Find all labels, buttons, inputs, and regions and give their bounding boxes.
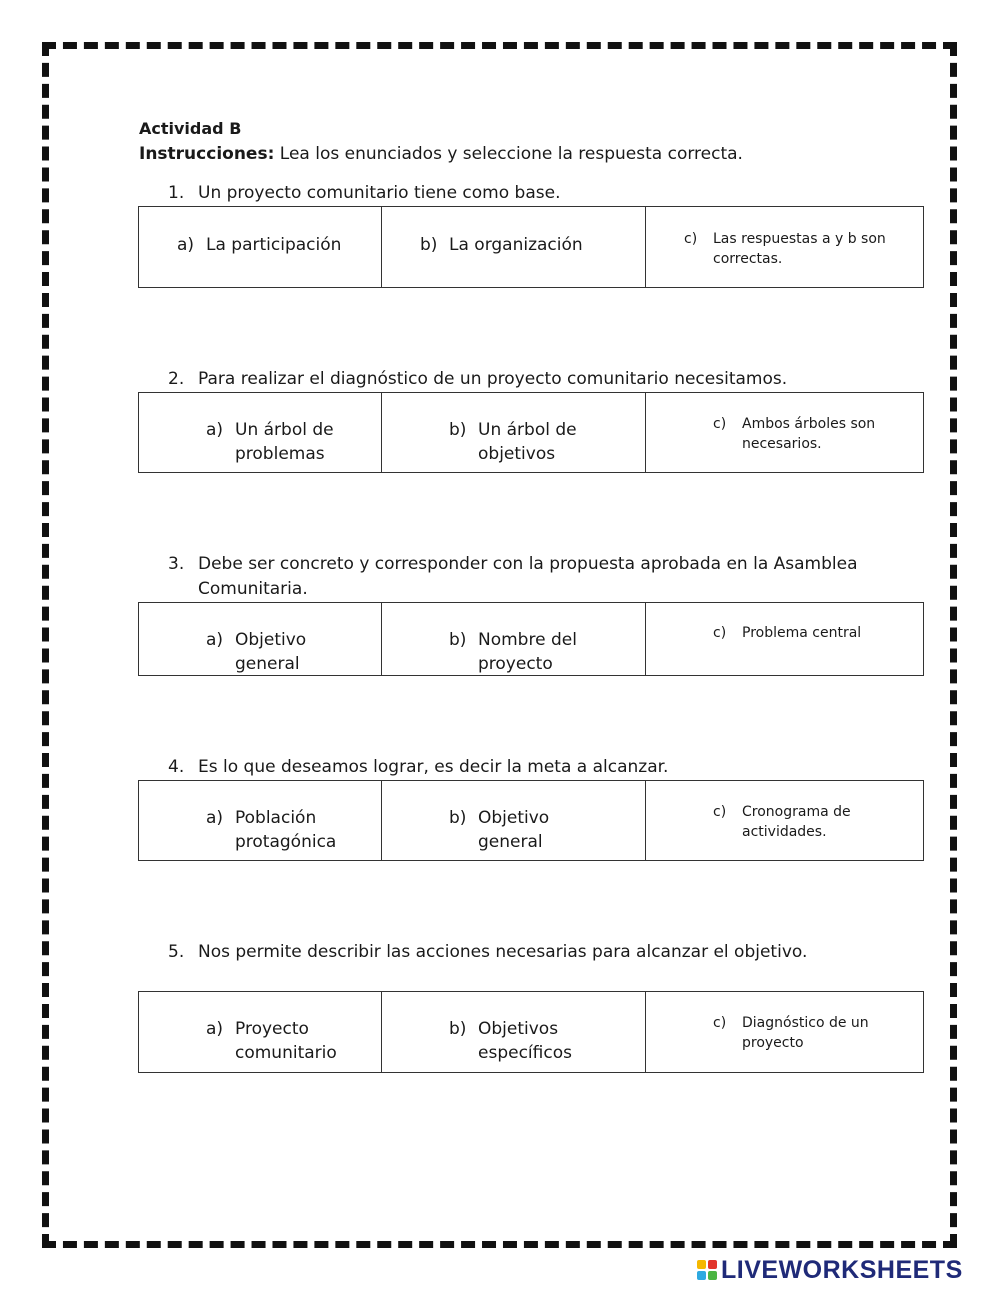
logo-mark-icon [697, 1260, 717, 1280]
option-a[interactable] [139, 393, 382, 472]
answer-table-1 [138, 206, 924, 288]
option-a[interactable] [139, 781, 382, 860]
question-3 [168, 552, 888, 602]
option-letter: c) [713, 625, 727, 641]
instructions-label: Instrucciones: [139, 144, 275, 164]
question-text: Es lo que deseamos lograr, es decir la meta a alcanzar. [198, 757, 669, 777]
option-letter: a) [206, 808, 224, 828]
answer-table-5 [138, 991, 924, 1073]
logo-square [708, 1271, 717, 1280]
question-text: Debe ser concreto y corresponder con la propuesta aprobada en la Asamblea Comunitaria. [198, 554, 858, 599]
logo-square [708, 1260, 717, 1269]
option-text: Objetivo general [235, 630, 307, 674]
option-a[interactable] [139, 603, 382, 675]
question-number: 1. [168, 183, 185, 203]
option-letter: a) [206, 630, 224, 650]
logo-text: LIVEWORKSHEETS [721, 1255, 963, 1284]
question-text: Nos permite describir las acciones necesarias para alcanzar el objetivo. [198, 942, 808, 962]
question-4 [168, 755, 888, 780]
option-letter: b) [449, 1019, 467, 1039]
logo-square [697, 1260, 706, 1269]
option-text: Objetivos específicos [478, 1019, 572, 1063]
option-a[interactable] [139, 207, 382, 287]
option-text: Un árbol de problemas [235, 420, 334, 464]
activity-title: Actividad B [139, 119, 242, 138]
question-number: 3. [168, 554, 185, 574]
question-5 [168, 940, 888, 965]
option-c[interactable] [646, 992, 923, 1072]
answer-table-4 [138, 780, 924, 861]
option-b[interactable] [382, 992, 646, 1072]
question-text: Un proyecto comunitario tiene como base. [198, 183, 561, 203]
question-number: 2. [168, 369, 185, 389]
question-1 [168, 181, 888, 206]
option-b[interactable] [382, 603, 646, 675]
option-letter: b) [449, 630, 467, 650]
option-letter: b) [449, 808, 467, 828]
option-letter: c) [713, 416, 727, 432]
option-c[interactable] [646, 781, 923, 860]
option-text: Ambos árboles son necesarios. [742, 416, 876, 452]
answer-table-2 [138, 392, 924, 473]
option-text: Diagnóstico de un proyecto [742, 1015, 869, 1051]
option-letter: a) [206, 1019, 224, 1039]
option-text: Objetivo general [478, 808, 550, 852]
option-text: Problema central [742, 625, 862, 641]
option-letter: c) [713, 1015, 727, 1031]
option-letter: a) [206, 420, 224, 440]
option-text: Las respuestas a y b son correctas. [713, 231, 886, 267]
answer-table-3 [138, 602, 924, 676]
logo-square [697, 1271, 706, 1280]
option-c[interactable] [646, 207, 923, 287]
option-text: La participación [206, 235, 342, 255]
instructions-text: Lea los enunciados y seleccione la respuesta correcta. [274, 144, 743, 164]
liveworksheets-logo [697, 1255, 963, 1285]
question-2 [168, 367, 888, 392]
option-c[interactable] [646, 393, 923, 472]
instructions [139, 144, 743, 164]
option-text: La organización [449, 235, 583, 255]
question-number: 4. [168, 757, 185, 777]
option-b[interactable] [382, 207, 646, 287]
option-text: Un árbol de objetivos [478, 420, 577, 464]
question-number: 5. [168, 942, 185, 962]
question-text: Para realizar el diagnóstico de un proyecto comunitario necesitamos. [198, 369, 788, 389]
option-text: Proyecto comunitario [235, 1019, 337, 1063]
option-c[interactable] [646, 603, 923, 675]
option-text: Nombre del proyecto [478, 630, 577, 674]
option-letter: b) [449, 420, 467, 440]
option-letter: b) [420, 235, 438, 255]
option-letter: a) [177, 235, 195, 255]
option-text: Población protagónica [235, 808, 337, 852]
option-text: Cronograma de actividades. [742, 804, 851, 840]
option-b[interactable] [382, 781, 646, 860]
option-b[interactable] [382, 393, 646, 472]
option-letter: c) [684, 231, 698, 247]
option-a[interactable] [139, 992, 382, 1072]
option-letter: c) [713, 804, 727, 820]
